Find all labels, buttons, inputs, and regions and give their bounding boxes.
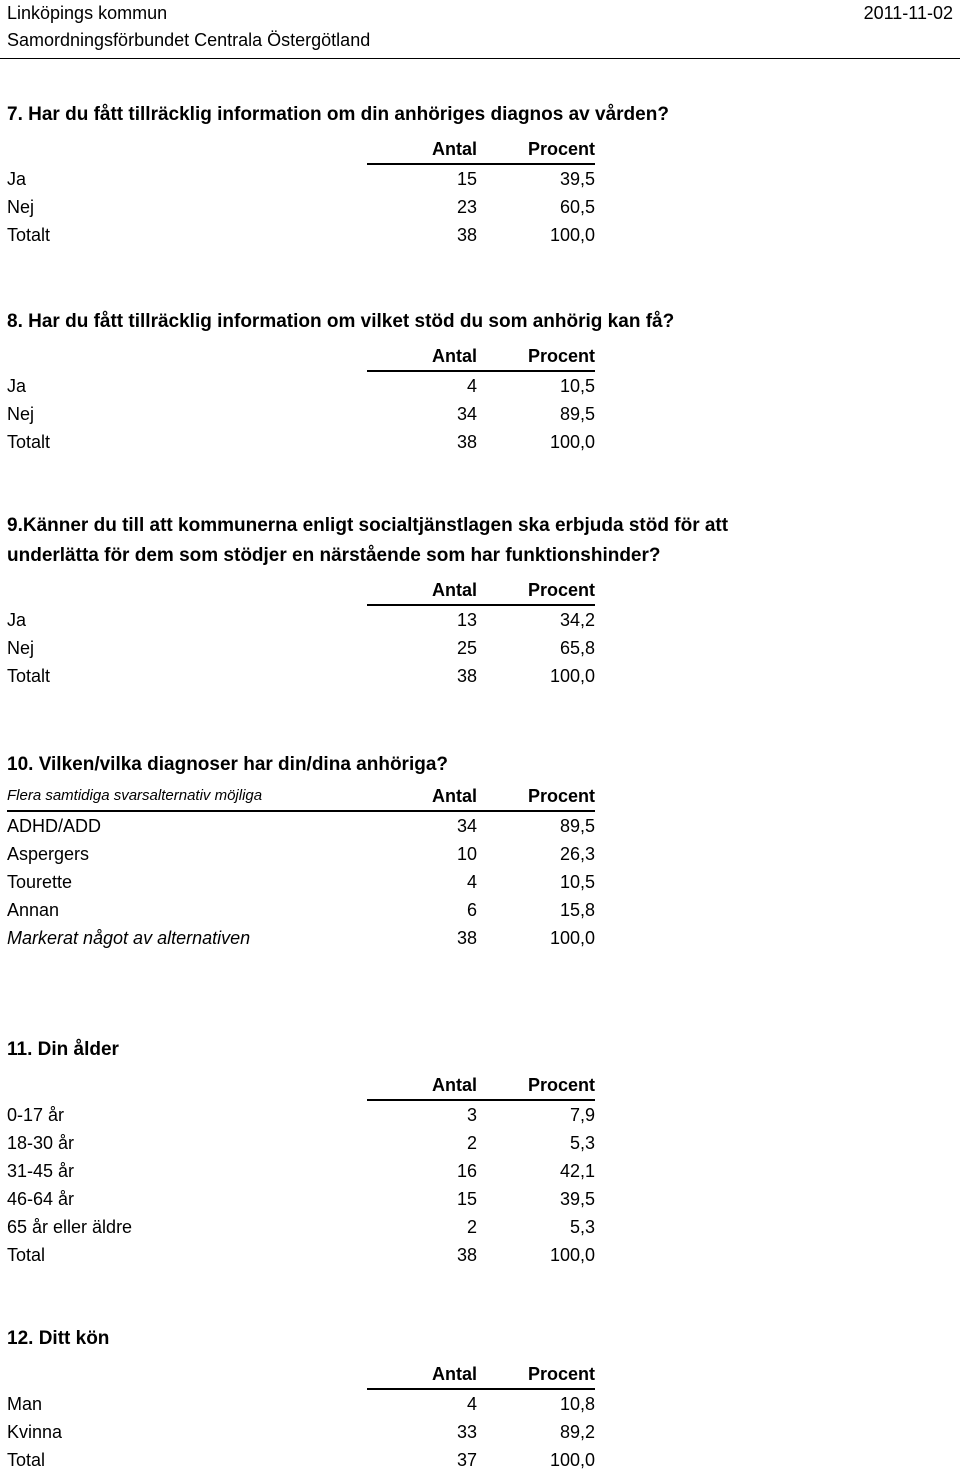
row-antal: 38 (456, 225, 477, 245)
row-procent: 100,0 (549, 432, 595, 452)
question-title-line-1: 9.Känner du till att kommunerna enligt socialtjänstlagen ska erbjuda stöd för att (7, 515, 729, 536)
table-row (7, 400, 595, 428)
row-label: ADHD/ADD (7, 816, 102, 836)
row-label: 0-17 år (7, 1104, 65, 1125)
row-label: Total (7, 1245, 46, 1265)
column-header-procent: Procent (477, 342, 595, 371)
row-procent: 100,0 (549, 666, 595, 686)
row-procent: 15,8 (559, 900, 595, 920)
row-label: Ja (7, 609, 27, 630)
table-row (7, 371, 595, 400)
row-label: Ja (7, 168, 27, 189)
table-row (7, 1418, 595, 1446)
table-row-total (7, 1446, 595, 1474)
row-antal: 38 (456, 432, 477, 452)
row-label: Total (7, 1450, 46, 1470)
table-row-total (7, 1241, 595, 1269)
row-procent: 39,5 (559, 1189, 595, 1209)
row-antal: 13 (456, 610, 477, 630)
row-antal: 38 (456, 666, 477, 686)
row-procent: 100,0 (549, 1245, 595, 1265)
column-header-antal: Antal (367, 576, 477, 605)
column-header-antal: Antal (367, 1360, 477, 1389)
row-label: Man (7, 1393, 43, 1414)
question-7 (7, 100, 947, 249)
table-row (7, 1185, 595, 1213)
table-header-row (7, 576, 595, 605)
question-title: 7. Har du fått tillräcklig information om din anhöriges diagnos av vården? (7, 104, 669, 125)
row-procent: 65,8 (559, 638, 595, 658)
row-antal: 33 (456, 1422, 477, 1442)
results-table (7, 576, 595, 690)
row-label: Annan (7, 900, 60, 920)
table-row (7, 1129, 595, 1157)
results-table (7, 135, 595, 249)
row-procent: 60,5 (559, 197, 595, 217)
row-procent: 100,0 (549, 1450, 595, 1470)
report-date: 2011-11-02 (863, 3, 953, 23)
row-antal: 34 (456, 816, 477, 836)
table-row-total (7, 924, 595, 952)
row-label: 65 år eller äldre (7, 1217, 133, 1237)
page-header (7, 0, 953, 54)
row-procent: 89,5 (559, 404, 595, 424)
question-9 (7, 511, 947, 690)
column-header-antal: Antal (367, 782, 477, 811)
column-header-procent: Procent (477, 782, 595, 811)
organization-name: Linköpings kommun (7, 3, 168, 23)
table-row (7, 1213, 595, 1241)
row-label: Totalt (7, 225, 51, 245)
table-header-row (7, 1071, 595, 1100)
row-antal: 37 (456, 1450, 477, 1470)
column-header-procent: Procent (477, 135, 595, 164)
table-row (7, 634, 595, 662)
row-label: Ja (7, 375, 27, 396)
row-antal: 25 (456, 638, 477, 658)
row-antal: 2 (466, 1133, 477, 1153)
row-label: Nej (7, 197, 35, 217)
table-row-total (7, 428, 595, 456)
row-antal: 6 (466, 900, 477, 920)
row-label: Aspergers (7, 844, 90, 864)
column-header-antal: Antal (367, 342, 477, 371)
table-row (7, 896, 595, 924)
row-label: Totalt (7, 432, 51, 452)
question-12 (7, 1324, 947, 1474)
row-label: Nej (7, 404, 35, 424)
row-procent: 100,0 (549, 928, 595, 948)
question-11 (7, 1035, 947, 1269)
row-procent: 100,0 (549, 225, 595, 245)
table-row (7, 811, 595, 840)
row-procent: 7,9 (569, 1105, 595, 1125)
column-header-antal: Antal (367, 135, 477, 164)
organization-subtitle: Samordningsförbundet Centrala Östergötland (7, 30, 371, 50)
table-row-total (7, 221, 595, 249)
results-table (7, 1360, 595, 1474)
row-antal: 34 (456, 404, 477, 424)
question-title: 11. Din ålder (7, 1039, 119, 1060)
header-divider (0, 58, 960, 59)
question-title: 12. Ditt kön (7, 1328, 110, 1349)
row-procent: 26,3 (559, 844, 595, 864)
row-label: Nej (7, 638, 35, 658)
results-table (7, 342, 595, 456)
row-procent: 10,8 (559, 1394, 595, 1414)
row-antal: 4 (466, 376, 477, 396)
row-antal: 4 (466, 1394, 477, 1414)
row-label: Tourette (7, 872, 73, 892)
question-8 (7, 307, 947, 456)
column-header-antal: Antal (367, 1071, 477, 1100)
row-antal: 38 (456, 1245, 477, 1265)
table-row (7, 868, 595, 896)
row-label: 46-64 år (7, 1189, 75, 1209)
column-header-procent: Procent (477, 1071, 595, 1100)
row-procent: 89,5 (559, 816, 595, 836)
row-procent: 34,2 (559, 610, 595, 630)
row-antal: 3 (466, 1105, 477, 1125)
table-header-row (7, 1360, 595, 1389)
table-row (7, 193, 595, 221)
row-label: 18-30 år (7, 1133, 75, 1153)
table-row (7, 605, 595, 634)
table-row-total (7, 662, 595, 690)
table-row (7, 164, 595, 193)
row-label: Markerat något av alternativen (7, 928, 251, 948)
row-antal: 23 (456, 197, 477, 217)
row-procent: 10,5 (559, 872, 595, 892)
table-header-row (7, 782, 595, 811)
question-title-line-2: underlätta för dem som stödjer en närstående som har funktionshinder? (7, 545, 661, 566)
table-row (7, 1100, 595, 1129)
table-row (7, 1389, 595, 1418)
column-header-procent: Procent (477, 1360, 595, 1389)
table-row (7, 1157, 595, 1185)
row-label: 31-45 år (7, 1161, 75, 1181)
column-header-procent: Procent (477, 576, 595, 605)
row-procent: 42,1 (559, 1161, 595, 1181)
row-label: Kvinna (7, 1422, 63, 1442)
table-header-row (7, 342, 595, 371)
row-antal: 4 (466, 872, 477, 892)
table-row (7, 840, 595, 868)
row-procent: 89,2 (559, 1422, 595, 1442)
row-label: Totalt (7, 666, 51, 686)
question-10 (7, 750, 947, 952)
row-antal: 16 (456, 1161, 477, 1181)
row-antal: 2 (466, 1217, 477, 1237)
question-title: 8. Har du fått tillräcklig information om vilket stöd du som anhörig kan få? (7, 311, 675, 332)
table-header-row (7, 135, 595, 164)
row-antal: 15 (456, 169, 477, 189)
results-table (7, 1071, 595, 1269)
row-procent: 39,5 (559, 169, 595, 189)
results-table (7, 782, 595, 952)
question-title: 10. Vilken/vilka diagnoser har din/dina anhöriga? (7, 754, 448, 775)
row-antal: 15 (456, 1189, 477, 1209)
row-procent: 10,5 (559, 376, 595, 396)
row-procent: 5,3 (569, 1217, 595, 1237)
multiple-answers-note: Flera samtidiga svarsalternativ möjliga (7, 782, 367, 811)
row-procent: 5,3 (569, 1133, 595, 1153)
row-antal: 38 (456, 928, 477, 948)
row-antal: 10 (456, 844, 477, 864)
